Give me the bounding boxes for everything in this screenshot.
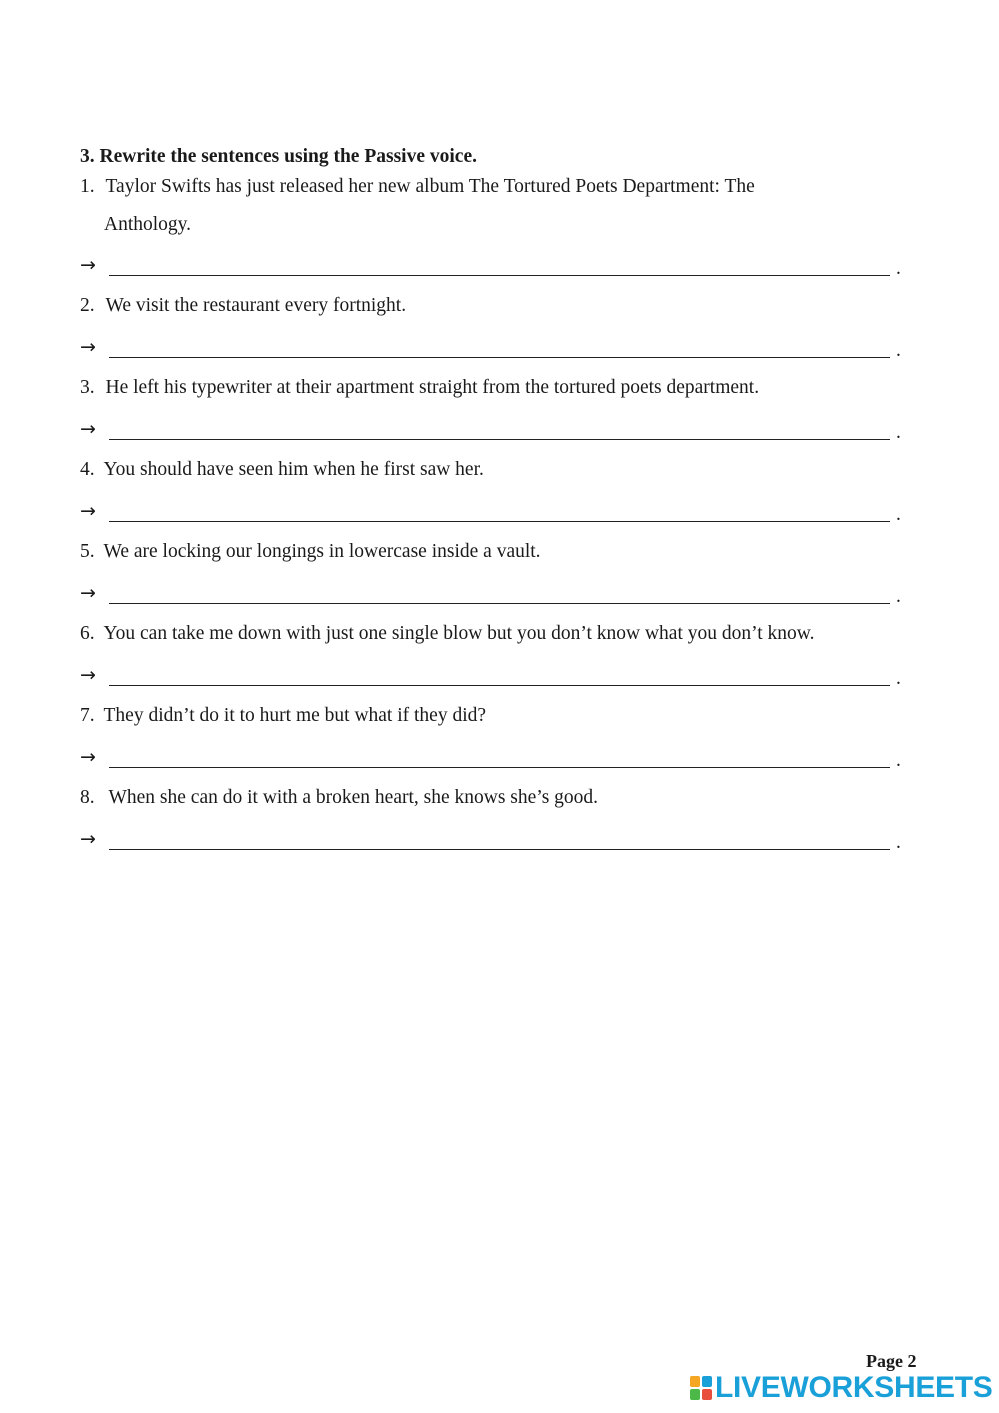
brand-name: LIVEWORKSHEETS	[715, 1371, 993, 1404]
liveworksheets-logo-icon	[690, 1376, 712, 1400]
answer-period: .	[896, 832, 901, 853]
answer-row-3	[80, 418, 910, 442]
question-1	[80, 176, 755, 198]
liveworksheets-brand[interactable]	[690, 1371, 993, 1404]
answer-blank-1[interactable]	[109, 275, 890, 276]
question-text: We are locking our longings in lowercase inside a vault.	[103, 541, 541, 562]
arrow-right-icon: →	[80, 254, 96, 276]
answer-blank-2[interactable]	[109, 357, 890, 358]
answer-period: .	[896, 750, 901, 771]
answer-blank-7[interactable]	[109, 767, 890, 768]
arrow-right-icon: →	[80, 664, 96, 686]
question-number: 8.	[80, 787, 95, 808]
question-8	[80, 787, 598, 809]
question-number: 7.	[80, 705, 95, 726]
question-text: We visit the restaurant every fortnight.	[105, 295, 407, 316]
question-number: 1.	[80, 176, 95, 197]
question-number: 6.	[80, 623, 95, 644]
arrow-right-icon: →	[80, 828, 96, 850]
question-6	[80, 623, 815, 645]
question-text: He left his typewriter at their apartment straight from the tortured poets department.	[105, 377, 760, 398]
arrow-right-icon: →	[80, 418, 96, 440]
question-7	[80, 705, 486, 727]
answer-period: .	[896, 586, 901, 607]
answer-row-4	[80, 500, 910, 524]
question-5	[80, 541, 541, 563]
answer-blank-8[interactable]	[109, 849, 890, 850]
question-number: 3.	[80, 377, 95, 398]
answer-period: .	[896, 422, 901, 443]
answer-row-1	[80, 254, 910, 278]
question-number: 5.	[80, 541, 95, 562]
question-text: Taylor Swifts has just released her new album The Tortured Poets Department: The	[105, 176, 755, 197]
answer-blank-3[interactable]	[109, 439, 890, 440]
answer-period: .	[896, 668, 901, 689]
answer-period: .	[896, 258, 901, 279]
question-number: 2.	[80, 295, 95, 316]
exercise-heading: 3. Rewrite the sentences using the Passive voice.	[80, 146, 477, 167]
arrow-right-icon: →	[80, 500, 96, 522]
answer-period: .	[896, 340, 901, 361]
question-3	[80, 377, 759, 399]
answer-period: .	[896, 504, 901, 525]
arrow-right-icon: →	[80, 582, 96, 604]
question-text: You can take me down with just one single blow but you don’t know what you don’t know.	[103, 623, 815, 644]
question-number: 4.	[80, 459, 95, 480]
question-text: You should have seen him when he first saw her.	[103, 459, 484, 480]
question-text: When she can do it with a broken heart, she knows she’s good.	[108, 787, 599, 808]
arrow-right-icon: →	[80, 336, 96, 358]
question-4	[80, 459, 484, 481]
answer-row-6	[80, 664, 910, 688]
answer-row-2	[80, 336, 910, 360]
answer-blank-5[interactable]	[109, 603, 890, 604]
answer-row-5	[80, 582, 910, 606]
question-2	[80, 295, 406, 317]
question-text: They didn’t do it to hurt me but what if they did?	[103, 705, 487, 726]
answer-row-8	[80, 828, 910, 852]
page-number: Page 2	[866, 1351, 917, 1371]
answer-row-7	[80, 746, 910, 770]
answer-blank-4[interactable]	[109, 521, 890, 522]
answer-blank-6[interactable]	[109, 685, 890, 686]
question-1-continuation: Anthology.	[104, 214, 192, 235]
arrow-right-icon: →	[80, 746, 96, 768]
